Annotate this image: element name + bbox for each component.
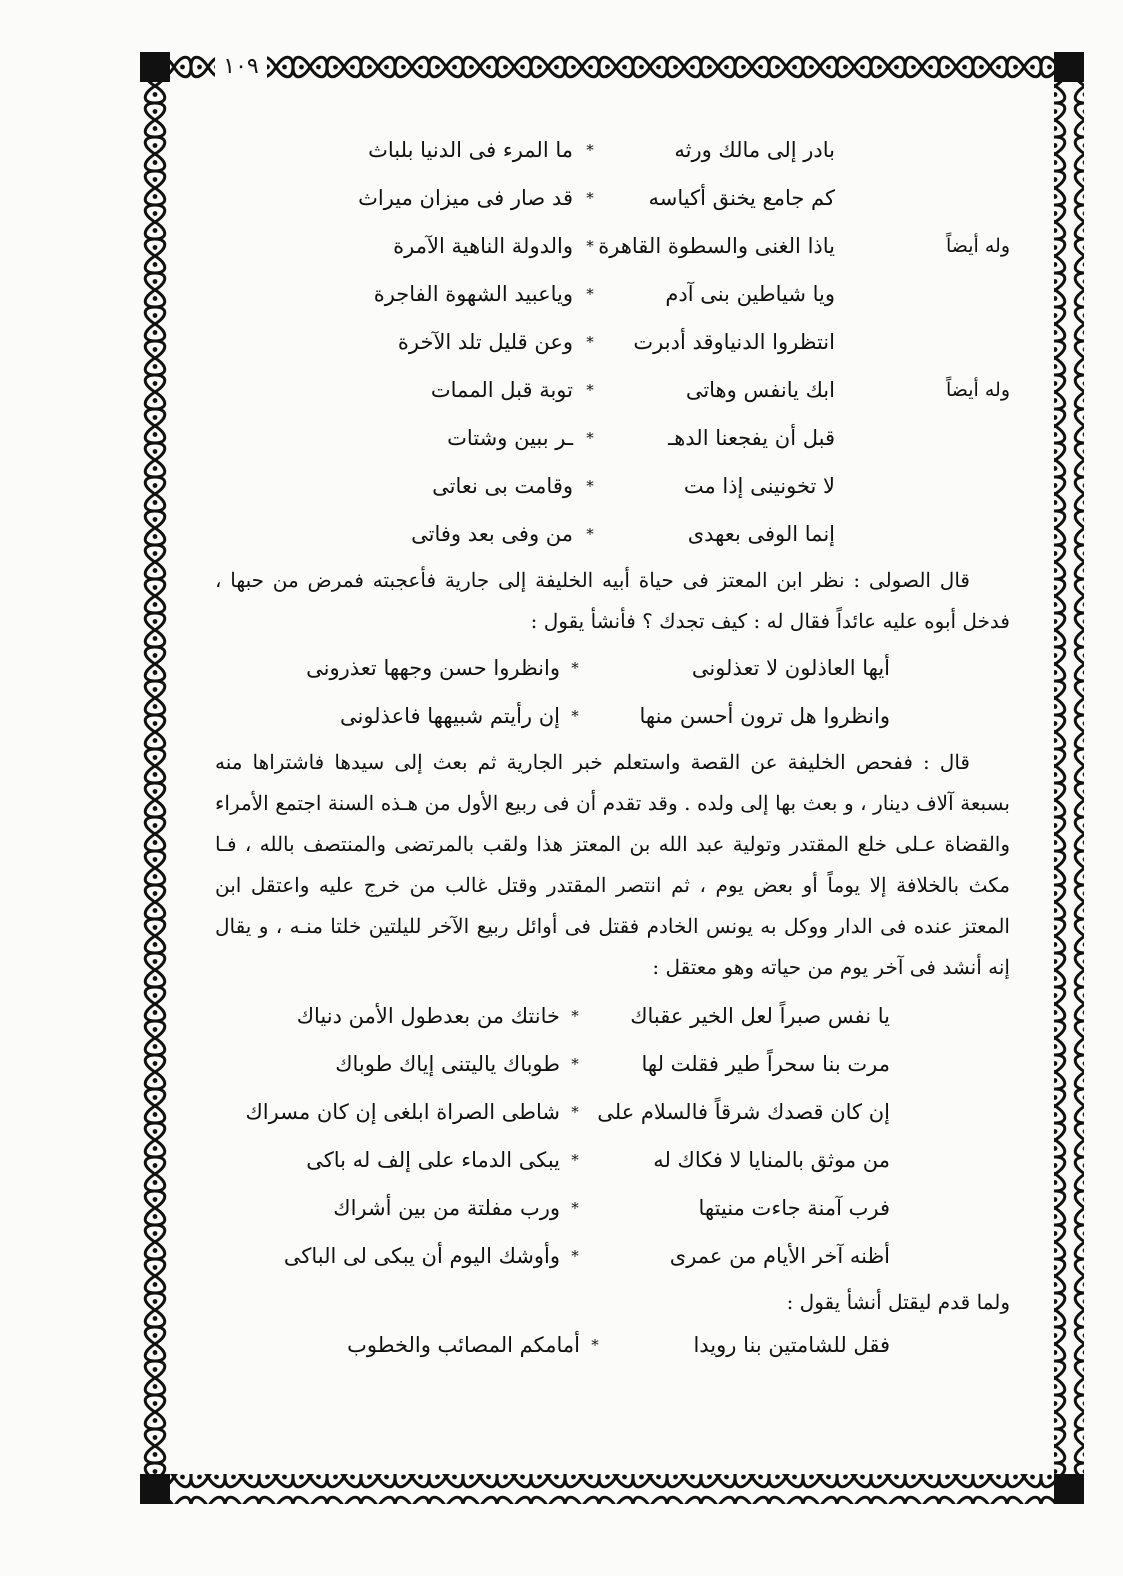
verse-line bbox=[215, 1090, 1010, 1138]
verse-second-hemistich: طوباك ياليتنى إياك طوباك bbox=[335, 1052, 560, 1076]
verse-line bbox=[215, 272, 1010, 320]
verse-separator-star: * bbox=[571, 1103, 579, 1121]
verse-line bbox=[215, 176, 1010, 224]
verse-separator-star: * bbox=[586, 333, 594, 351]
verse-first-hemistich: قبل أن يفجعنا الدهـ bbox=[668, 426, 835, 450]
verse-separator-star: * bbox=[586, 237, 594, 255]
verse-first-hemistich: إنما الوفى بعهدى bbox=[687, 522, 835, 546]
verse-second-hemistich: وقامت بى نعاتى bbox=[432, 474, 573, 498]
verse-first-hemistich: ياذا الغنى والسطوة القاهرة bbox=[598, 234, 835, 258]
poem-3 bbox=[215, 368, 1010, 560]
verse-second-hemistich: من وفى بعد وفاتى bbox=[411, 522, 573, 546]
verse-second-hemistich: يبكى الدماء على إلف له باكى bbox=[306, 1148, 560, 1172]
verse-separator-star: * bbox=[571, 1247, 579, 1265]
verse-line bbox=[215, 128, 1010, 176]
verse-separator-star: * bbox=[586, 477, 594, 495]
verse-second-hemistich: وانظروا حسن وجهها تعذرونى bbox=[306, 656, 560, 680]
poem-6 bbox=[215, 1323, 1010, 1371]
verse-first-hemistich: ابك يانفس وهاتى bbox=[685, 378, 835, 402]
verse-separator-star: * bbox=[571, 659, 579, 677]
verse-second-hemistich: خانتك من بعدطول الأمن دنياك bbox=[296, 1004, 560, 1028]
verse-line bbox=[215, 368, 1010, 416]
verse-separator-star: * bbox=[571, 1199, 579, 1217]
verse-separator-star: * bbox=[586, 381, 594, 399]
verse-line bbox=[215, 694, 1010, 742]
verse-first-hemistich: بادر إلى مالك ورثه bbox=[674, 138, 835, 162]
verse-line bbox=[215, 994, 1010, 1042]
verse-separator-star: * bbox=[571, 707, 579, 725]
verse-first-hemistich: من موثق بالمنايا لا فكاك له bbox=[653, 1148, 890, 1172]
verse-second-hemistich: ما المرء فى الدنيا بلباث bbox=[368, 138, 573, 162]
verse-separator-star: * bbox=[571, 1055, 579, 1073]
verse-second-hemistich: وأوشك اليوم أن يبكى لى الباكى bbox=[283, 1244, 560, 1268]
verse-line bbox=[215, 1323, 1010, 1371]
prose-paragraph-1: قال الصولى : نظر ابن المعتز فى حياة أبيه الخليفة إلى جارية فأعجبته فمرض من حبها ، فدخل أبوه عليه عائداً فقال له : كيف تجدك ؟ فأنشأ يقول : bbox=[215, 568, 1010, 633]
verse-first-hemistich: انتظروا الدنياوقد أدبرت bbox=[633, 330, 835, 354]
verse-second-hemistich: توبة قبل الممات bbox=[430, 378, 573, 402]
verse-line bbox=[215, 464, 1010, 512]
verse-line bbox=[215, 320, 1010, 368]
prose-paragraph-2: قال : ففحص الخليفة عن القصة واستعلم خبر الجارية ثم بعث إلى سيدها فاشتراها منه بسبعة آلاف دينار ، و بعث بها إلى ولده . وقد تقدم أن فى ربيع الأول من هـذه السنة اجتمع الأمراء والقضاة عـلى خلع المقتدر وتولية عبد الله بن المعتز هذا ولقب بالمرتضى والمنتصف بالله ، فـا مكث بالخلافة إلا يوماً أو بعض يوم ، ثم انتصر المقتدر وقتل غالب من خرج عليه واعتقل ابن المعتز عنده فى الدار ووكل به يونس الخادم فقتل فى أوائل ربيع الآخر لليلتين خلتا منـه ، و يقال إنه أنشد فى آخر يوم من حياته وهو معتقل : bbox=[215, 750, 1010, 979]
poem-2 bbox=[215, 224, 1010, 368]
prose-paragraph-3: ولما قدم ليقتل أنشأ يقول : bbox=[786, 1290, 1010, 1314]
verse-second-hemistich: قد صار فى ميزان ميراث bbox=[358, 186, 573, 210]
verse-second-hemistich: أمامكم المصائب والخطوب bbox=[347, 1333, 580, 1357]
verse-line bbox=[215, 1186, 1010, 1234]
verse-line bbox=[215, 1042, 1010, 1090]
verse-attribution-label: وله أيضاً bbox=[945, 379, 1010, 401]
verse-separator-star: * bbox=[591, 1336, 599, 1354]
verse-separator-star: * bbox=[586, 189, 594, 207]
verse-first-hemistich: وانظروا هل ترون أحسن منها bbox=[639, 704, 890, 728]
verse-first-hemistich: يا نفس صبراً لعل الخير عقباك bbox=[630, 1004, 890, 1028]
verse-separator-star: * bbox=[571, 1007, 579, 1025]
verse-first-hemistich: أظنه آخر الأيام من عمرى bbox=[669, 1244, 890, 1268]
verse-second-hemistich: ورب مفلتة من بين أشراك bbox=[333, 1196, 560, 1220]
verse-second-hemistich: شاطى الصراة ابلغى إن كان مسراك bbox=[245, 1100, 560, 1124]
verse-line bbox=[215, 646, 1010, 694]
verse-separator-star: * bbox=[586, 429, 594, 447]
verse-first-hemistich: فرب آمنة جاءت منيتها bbox=[698, 1196, 890, 1220]
poem-1 bbox=[215, 128, 1010, 224]
verse-first-hemistich: مرت بنا سحراً طير فقلت لها bbox=[641, 1052, 890, 1076]
verse-separator-star: * bbox=[586, 141, 594, 159]
verse-first-hemistich: لا تخونينى إذا مت bbox=[683, 474, 835, 498]
verse-line bbox=[215, 512, 1010, 560]
verse-second-hemistich: والدولة الناهية الآمرة bbox=[393, 234, 573, 258]
verse-first-hemistich: كم جامع يخنق أكياسه bbox=[648, 186, 835, 210]
poem-4 bbox=[215, 646, 1010, 742]
verse-separator-star: * bbox=[586, 525, 594, 543]
verse-first-hemistich: ويا شياطين بنى آدم bbox=[665, 282, 835, 306]
verse-line bbox=[215, 224, 1010, 272]
page-content bbox=[215, 128, 1010, 1458]
page-number: ١٠٩ bbox=[215, 52, 267, 82]
verse-separator-star: * bbox=[586, 285, 594, 303]
verse-separator-star: * bbox=[571, 1151, 579, 1169]
verse-second-hemistich: وياعبيد الشهوة الفاجرة bbox=[373, 282, 573, 306]
verse-line bbox=[215, 1234, 1010, 1282]
verse-first-hemistich: فقل للشامتين بنا رويدا bbox=[693, 1333, 890, 1357]
verse-first-hemistich: أيها العاذلون لا تعذلونى bbox=[691, 656, 890, 680]
verse-second-hemistich: وعن قليل تلد الآخرة bbox=[397, 330, 573, 354]
verse-attribution-label: وله أيضاً bbox=[945, 235, 1010, 257]
verse-second-hemistich: إن رأيتم شبيهها فاعذلونى bbox=[339, 704, 560, 728]
verse-line bbox=[215, 1138, 1010, 1186]
verse-first-hemistich: إن كان قصدك شرقاً فالسلام على bbox=[597, 1100, 890, 1124]
verse-line bbox=[215, 416, 1010, 464]
poem-5 bbox=[215, 994, 1010, 1282]
verse-second-hemistich: ـر ببين وشتات bbox=[447, 426, 573, 450]
